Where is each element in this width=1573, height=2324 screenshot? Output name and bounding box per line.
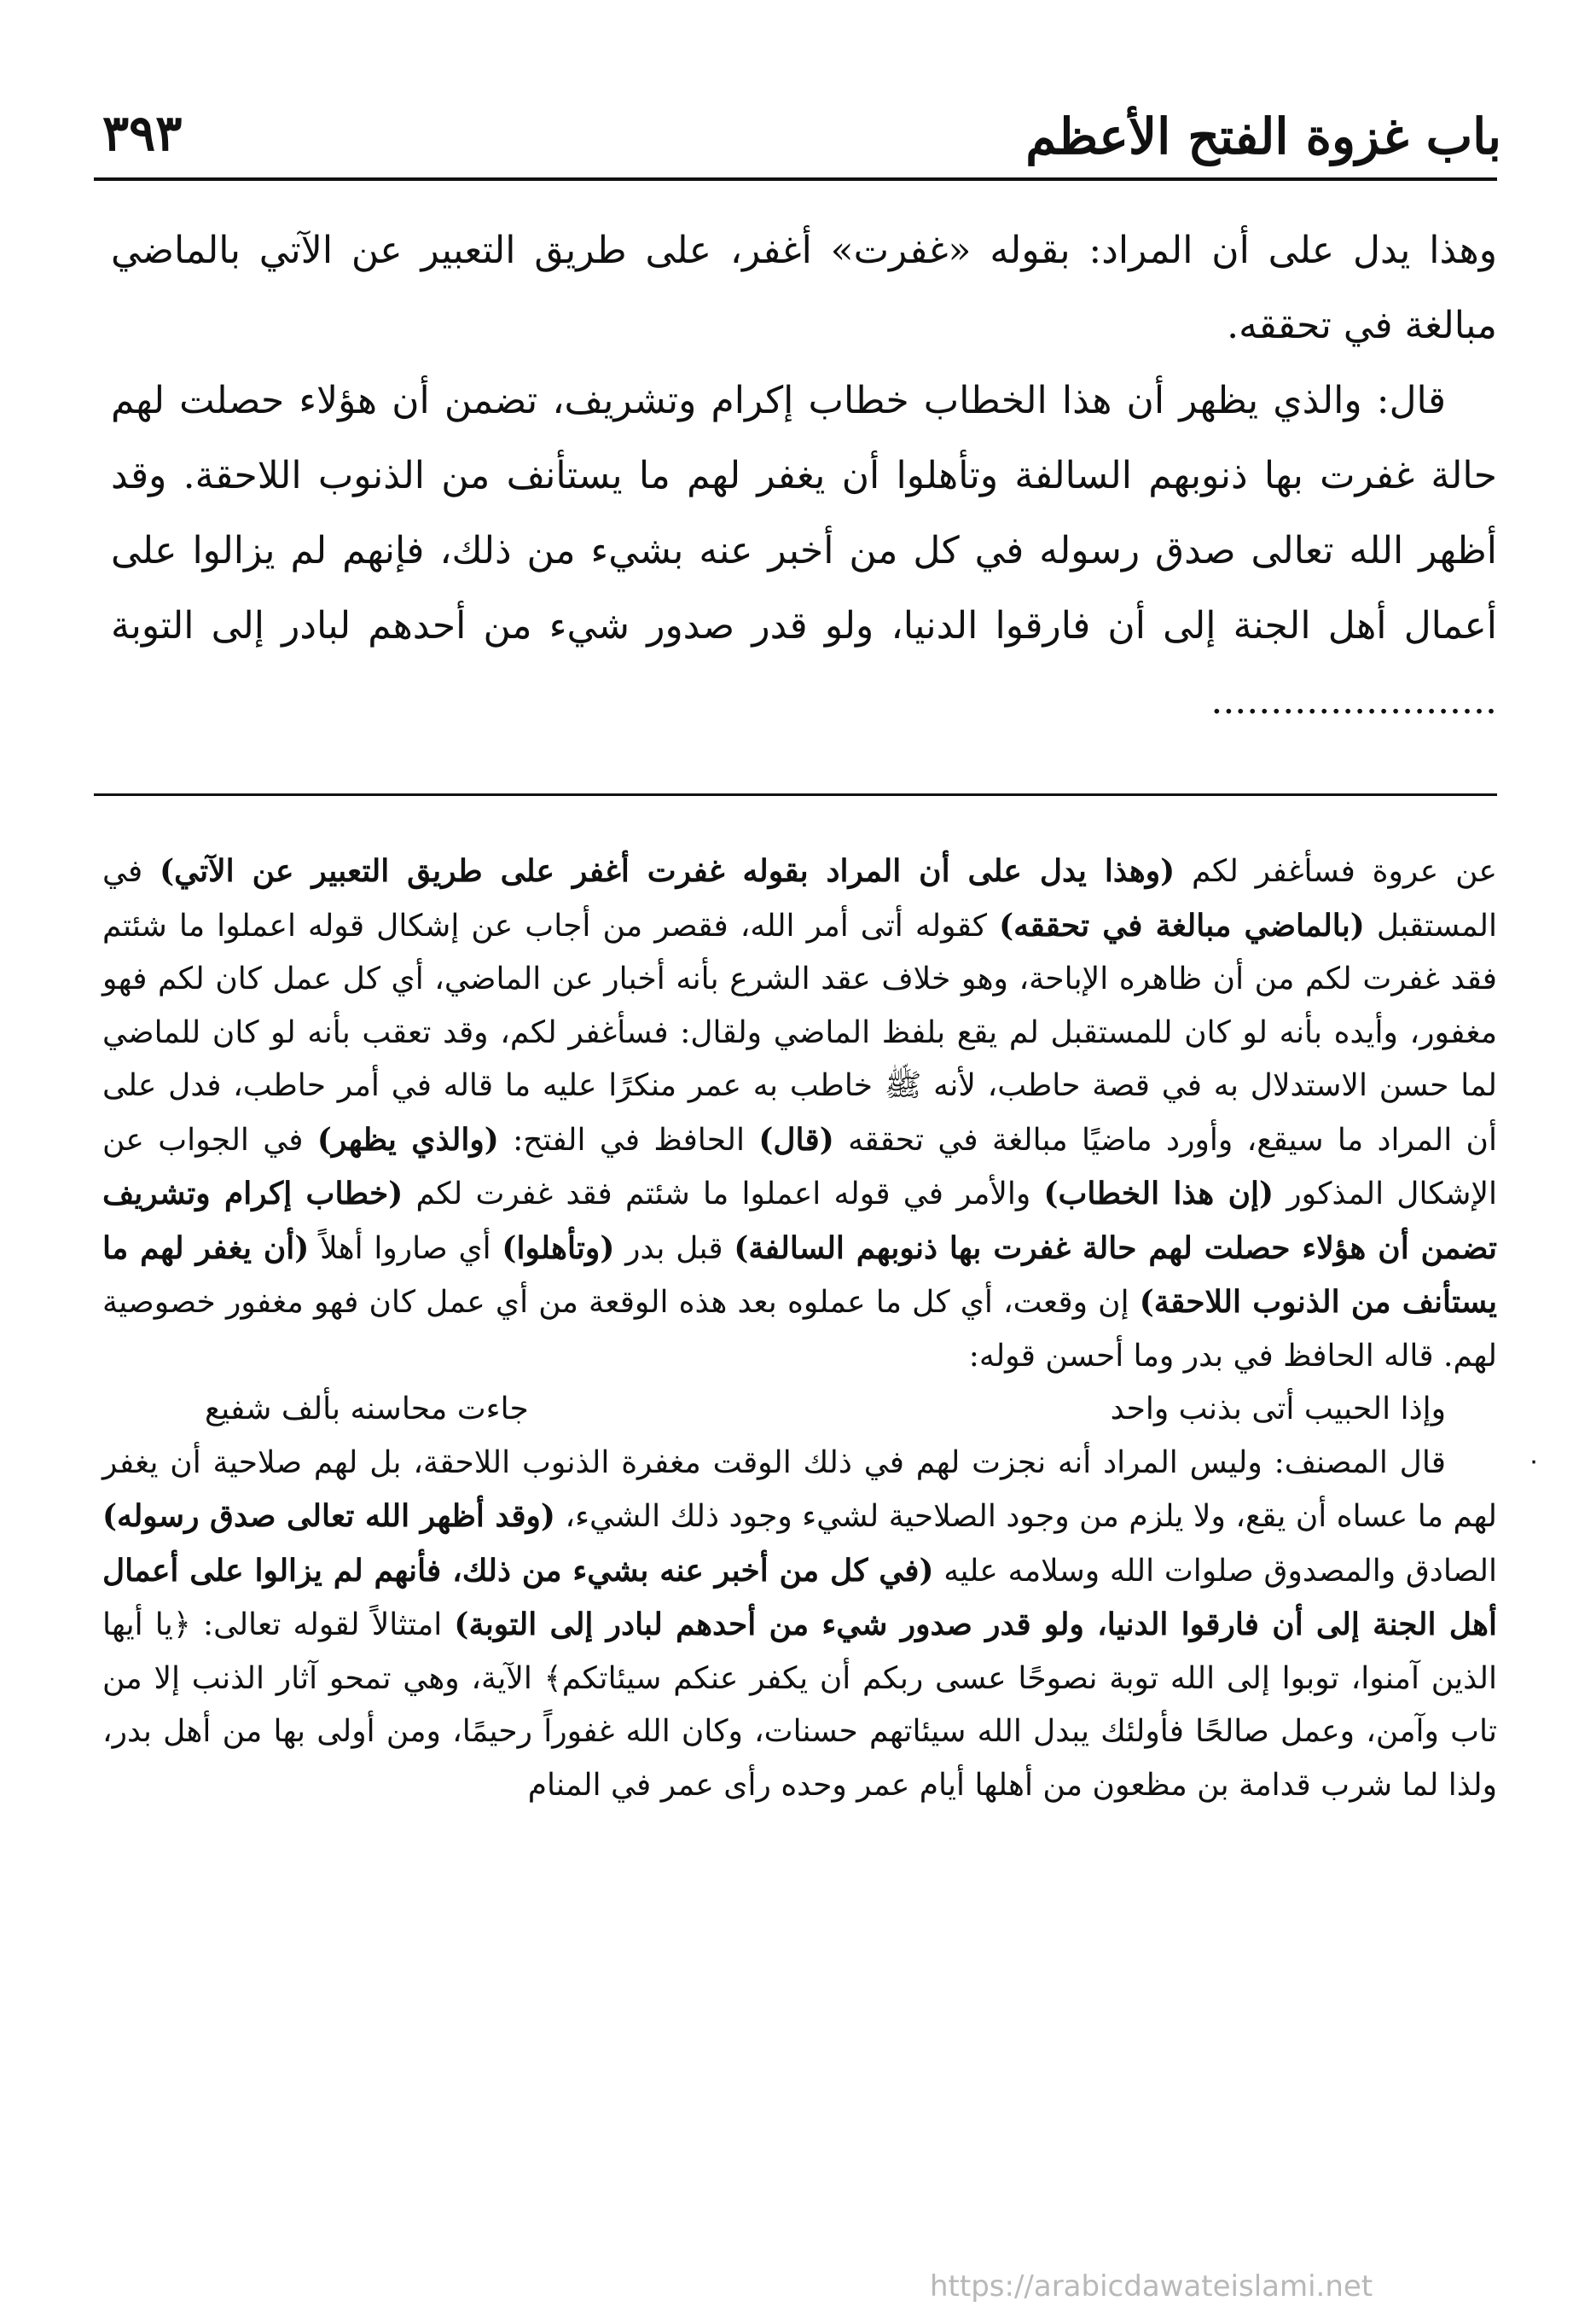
commentary-paragraph-1 bbox=[102, 845, 1497, 1383]
commentary-quoted-segment: (وتأهلوا) bbox=[502, 1229, 615, 1266]
main-paragraph-1: وهذا يدل على أن المراد: بقوله «غفرت» أغفر، على طريق التعبير عن الآتي بالماضي مبالغة في تحققه. bbox=[111, 229, 1497, 347]
commentary-segment: في الجواب عن الإشكال المذكور bbox=[102, 1122, 1497, 1211]
commentary-quoted-segment: (بالماضي مبالغة في تحققه) bbox=[999, 907, 1365, 944]
commentary-quoted-segment: (في كل من أخبر عنه بشيء من ذلك، فأنهم لم يزالوا على أعمال أهل الجنة إلى أن فارقوا الدنيا، ولو قدر صدور شيء من أحدهم لبادر إلى التوبة) bbox=[102, 1552, 1498, 1642]
poem-hemistich-1: وإذا الحبيب أتى بذنب واحد bbox=[1110, 1391, 1446, 1426]
commentary-quoted-segment: (وهذا يدل على أن المراد بقوله غفرت أغفر على طريق التعبير عن الآتي) bbox=[160, 853, 1175, 889]
poem-hemistich-2: جاءت محاسنه بألف شفيع bbox=[205, 1391, 529, 1426]
commentary-quoted-segment: (أن يغفر لهم ما يستأنف من الذنوب اللاحقة) bbox=[102, 1229, 1497, 1320]
page-number: ٣٩٣ bbox=[102, 104, 183, 162]
commentary-quoted-segment: (قال) bbox=[758, 1121, 834, 1158]
watermark-url: https://arabicdawateislami.net bbox=[930, 2269, 1373, 2304]
commentary-quoted-segment: (وقد أظهر الله تعالى صدق رسوله) bbox=[102, 1498, 555, 1534]
commentary-segment: امتثالاً لقوله تعالى: ﴿يا أيها الذين آمنوا، توبوا إلى الله توبة نصوحًا عسى ربكم أن يكفر عنكم سيئاتكم﴾ الآية، وهي تمحو آثار الذنب إلا من تاب وآمن، وعمل صالحًا فأولئك يبدل الله سيئاتهم حسنات، وكان الله غفوراً رحيمًا، ومن أولى بها من أهل بدر، ولذا لما شرب قدامة بن مظعون من أهلها أيام عمر وحده رأى عمر في المنام bbox=[102, 1607, 1498, 1803]
margin-mark: ٠ bbox=[1527, 1446, 1541, 1476]
commentary-segment: قبل بدر bbox=[614, 1230, 734, 1266]
commentary-segment: عن عروة فسأغفر لكم bbox=[1175, 854, 1497, 889]
chapter-title: باب غزوة الفتح الأعظم bbox=[1025, 107, 1501, 166]
section-divider bbox=[94, 793, 1497, 796]
commentary-segment: والأمر في قوله اعملوا ما شئتم فقد غفرت لكم bbox=[403, 1177, 1044, 1211]
ellipsis-dots: ........................ bbox=[1210, 679, 1497, 723]
commentary-segment: كقوله أتى أمر الله، فقصر من أجاب عن إشكال قوله اعملوا ما شئتم فقد غفرت لكم من أن ظاهره الإباحة، وهو خلاف عقد الشرع بأنه أخبار عن الماضي، أي كل عمل كان لكم فهو مغفور، وأيده بأنه لو كان للمستقبل لم يقع بلفظ الماضي ولقال: فسأغفر لكم، وقد تعقب بأنه لو كان للماضي لما حسن الاستدلال به في قصة حاطب، لأنه ﷺ خاطب به عمر منكرًا عليه ما قاله في أمر حاطب، فدل على أن المراد ما سيقع، وأورد ماضيًا مبالغة في تحققه bbox=[102, 908, 1498, 1158]
commentary-segment: أي صاروا أهلاً bbox=[309, 1230, 502, 1266]
commentary-segment: الحافظ في الفتح: bbox=[498, 1122, 759, 1158]
commentary-paragraph-2 bbox=[102, 1437, 1497, 1813]
commentary-quoted-segment: (إن هذا الخطاب) bbox=[1043, 1176, 1274, 1211]
commentary-segment: الصادق والمصدوق صلوات الله وسلامه عليه bbox=[933, 1553, 1497, 1589]
main-text bbox=[111, 213, 1497, 739]
header-rule bbox=[94, 177, 1497, 181]
commentary-quoted-segment: (والذي يظهر) bbox=[316, 1121, 499, 1158]
commentary-segment: قال المصنف: وليس المراد أنه نجزت لهم في ذلك الوقت مغفرة الذنوب اللاحقة، بل لهم صلاحية أن يغفر لهم ما عساه أن يقع، ولا يلزم من وجود الصلاحية لشيء وجود ذلك الشيء، bbox=[102, 1444, 1498, 1534]
commentary-segment: في المستقبل bbox=[102, 854, 1497, 944]
commentary-quoted-segment: (خطاب إكرام وتشريف تضمن أن هؤلاء حصلت لهم حالة غفرت بها ذنوبهم السالفة) bbox=[102, 1176, 1498, 1266]
poem-verse bbox=[102, 1383, 1497, 1437]
page-header bbox=[85, 85, 1501, 179]
commentary-text bbox=[102, 845, 1497, 1812]
commentary-segment: إن وقعت، أي كل ما عملوه بعد هذه الوقعة من أي عمل كان فهو مغفور خصوصية لهم. قاله الحافظ في بدر وما أحسن قوله: bbox=[102, 1285, 1497, 1374]
main-paragraph-2 bbox=[111, 363, 1497, 739]
main-paragraph-2-text: قال: والذي يظهر أن هذا الخطاب خطاب إكرام وتشريف، تضمن أن هؤلاء حصلت لهم حالة غفرت بها ذنوبهم السالفة وتأهلوا أن يغفر لهم ما يستأنف من الذنوب اللاحقة. وقد أظهر الله تعالى صدق رسوله في كل من أخبر عنه بشيء من ذلك، فإنهم لم يزالوا على أعمال أهل الجنة إلى أن فارقوا الدنيا، ولو قدر صدور شيء من أحدهم لبادر إلى التوبة bbox=[111, 379, 1497, 648]
